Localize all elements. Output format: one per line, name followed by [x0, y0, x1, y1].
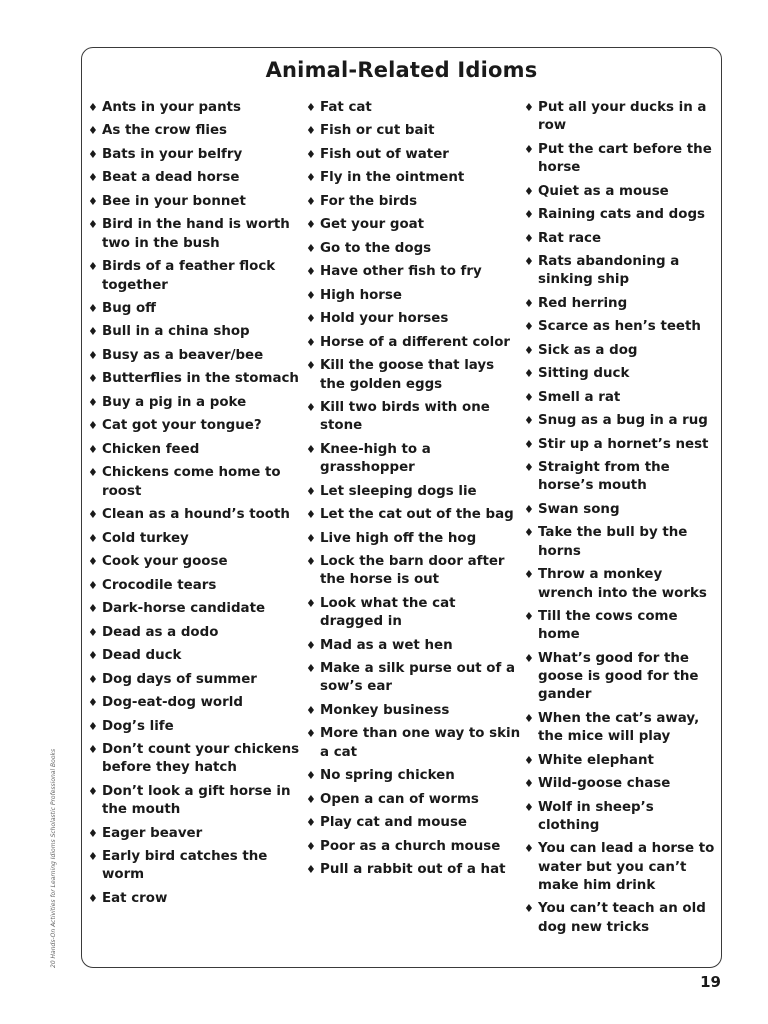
idiom-item: ♦ Kill two birds with one stone [306, 399, 521, 436]
idiom-item: ♦ Fish out of water [306, 146, 521, 164]
idiom-item: ♦ When the cat’s away, the mice will play [524, 710, 719, 747]
idiom-item: ♦ Fat cat [306, 99, 521, 117]
idiom-item: ♦ Buy a pig in a poke [88, 394, 303, 412]
idiom-column-1 [88, 99, 303, 913]
idiom-item: ♦ Scarce as hen’s teeth [524, 318, 719, 336]
idiom-item: ♦ You can’t teach an old dog new tricks [524, 900, 719, 937]
idiom-item: ♦ Eat crow [88, 890, 303, 908]
idiom-item: ♦ High horse [306, 287, 521, 305]
idiom-item: ♦ Raining cats and dogs [524, 206, 719, 224]
idiom-item: ♦ Have other fish to fry [306, 263, 521, 281]
idiom-item: ♦ Make a silk purse out of a sow’s ear [306, 660, 521, 697]
idiom-item: ♦ Dog-eat-dog world [88, 694, 303, 712]
idiom-item: ♦ Dead as a dodo [88, 624, 303, 642]
idiom-item: ♦ Bug off [88, 300, 303, 318]
side-credit: 20 Hands-On Activities for Learning Idioms Scholastic Professional Books [50, 748, 57, 968]
idiom-item: ♦ Swan song [524, 501, 719, 519]
idiom-item: ♦ Early bird catches the worm [88, 848, 303, 885]
idiom-column-2 [306, 99, 521, 885]
idiom-item: ♦ No spring chicken [306, 767, 521, 785]
idiom-item: ♦ Eager beaver [88, 825, 303, 843]
idiom-item: ♦ Go to the dogs [306, 240, 521, 258]
idiom-item: ♦ Pull a rabbit out of a hat [306, 861, 521, 879]
idiom-item: ♦ You can lead a horse to water but you can’t make him drink [524, 840, 719, 895]
idiom-item: ♦ Cat got your tongue? [88, 417, 303, 435]
idiom-item: ♦ Play cat and mouse [306, 814, 521, 832]
idiom-item: ♦ Dead duck [88, 647, 303, 665]
idiom-item: ♦ Sick as a dog [524, 342, 719, 360]
idiom-item: ♦ Lock the barn door after the horse is out [306, 553, 521, 590]
page-number: 19 [700, 973, 721, 991]
idiom-item: ♦ Kill the goose that lays the golden eggs [306, 357, 521, 394]
idiom-item: ♦ More than one way to skin a cat [306, 725, 521, 762]
idiom-item: ♦ Busy as a beaver/bee [88, 347, 303, 365]
idiom-item: ♦ Don’t count your chickens before they hatch [88, 741, 303, 778]
idiom-item: ♦ Snug as a bug in a rug [524, 412, 719, 430]
idiom-item: ♦ Open a can of worms [306, 791, 521, 809]
idiom-item: ♦ Put the cart before the horse [524, 141, 719, 178]
idiom-item: ♦ Fish or cut bait [306, 122, 521, 140]
idiom-item: ♦ Don’t look a gift horse in the mouth [88, 783, 303, 820]
idiom-item: ♦ Rats abandoning a sinking ship [524, 253, 719, 290]
idiom-item: ♦ Mad as a wet hen [306, 637, 521, 655]
idiom-item: ♦ White elephant [524, 752, 719, 770]
idiom-item: ♦ Till the cows come home [524, 608, 719, 645]
idiom-item: ♦ Cold turkey [88, 530, 303, 548]
idiom-item: ♦ Red herring [524, 295, 719, 313]
idiom-item: ♦ Dog days of summer [88, 671, 303, 689]
idiom-item: ♦ Wild-goose chase [524, 775, 719, 793]
idiom-item: ♦ Fly in the ointment [306, 169, 521, 187]
idiom-item: ♦ Beat a dead horse [88, 169, 303, 187]
idiom-item: ♦ Live high off the hog [306, 530, 521, 548]
idiom-item: ♦ Let the cat out of the bag [306, 506, 521, 524]
idiom-item: ♦ As the crow flies [88, 122, 303, 140]
idiom-item: ♦ Chicken feed [88, 441, 303, 459]
idiom-column-3 [524, 99, 719, 942]
page-title: Animal-Related Idioms [265, 58, 538, 82]
idiom-item: ♦ Poor as a church mouse [306, 838, 521, 856]
idiom-item: ♦ Butterflies in the stomach [88, 370, 303, 388]
idiom-item: ♦ Let sleeping dogs lie [306, 483, 521, 501]
idiom-item: ♦ Rat race [524, 230, 719, 248]
idiom-item: ♦ Take the bull by the horns [524, 524, 719, 561]
idiom-item: ♦ Sitting duck [524, 365, 719, 383]
idiom-item: ♦ Monkey business [306, 702, 521, 720]
idiom-item: ♦ Ants in your pants [88, 99, 303, 117]
idiom-item: ♦ Look what the cat dragged in [306, 595, 521, 632]
idiom-item: ♦ Straight from the horse’s mouth [524, 459, 719, 496]
idiom-item: ♦ Bee in your bonnet [88, 193, 303, 211]
idiom-item: ♦ Dog’s life [88, 718, 303, 736]
idiom-item: ♦ Birds of a feather flock together [88, 258, 303, 295]
idiom-item: ♦ For the birds [306, 193, 521, 211]
idiom-item: ♦ Dark-horse candidate [88, 600, 303, 618]
idiom-item: ♦ Smell a rat [524, 389, 719, 407]
idiom-item: ♦ Stir up a hornet’s nest [524, 436, 719, 454]
idiom-item: ♦ Quiet as a mouse [524, 183, 719, 201]
idiom-item: ♦ Wolf in sheep’s clothing [524, 799, 719, 836]
idiom-item: ♦ Put all your ducks in a row [524, 99, 719, 136]
idiom-item: ♦ Bird in the hand is worth two in the bush [88, 216, 303, 253]
idiom-item: ♦ Throw a monkey wrench into the works [524, 566, 719, 603]
idiom-item: ♦ Bull in a china shop [88, 323, 303, 341]
idiom-item: ♦ Knee-high to a grasshopper [306, 441, 521, 478]
idiom-item: ♦ Crocodile tears [88, 577, 303, 595]
idiom-item: ♦ Chickens come home to roost [88, 464, 303, 501]
idiom-item: ♦ Hold your horses [306, 310, 521, 328]
idiom-item: ♦ Get your goat [306, 216, 521, 234]
idiom-item: ♦ Horse of a different color [306, 334, 521, 352]
idiom-item: ♦ Bats in your belfry [88, 146, 303, 164]
idiom-item: ♦ Clean as a hound’s tooth [88, 506, 303, 524]
idiom-item: ♦ Cook your goose [88, 553, 303, 571]
idiom-item: ♦ What’s good for the goose is good for the gander [524, 650, 719, 705]
